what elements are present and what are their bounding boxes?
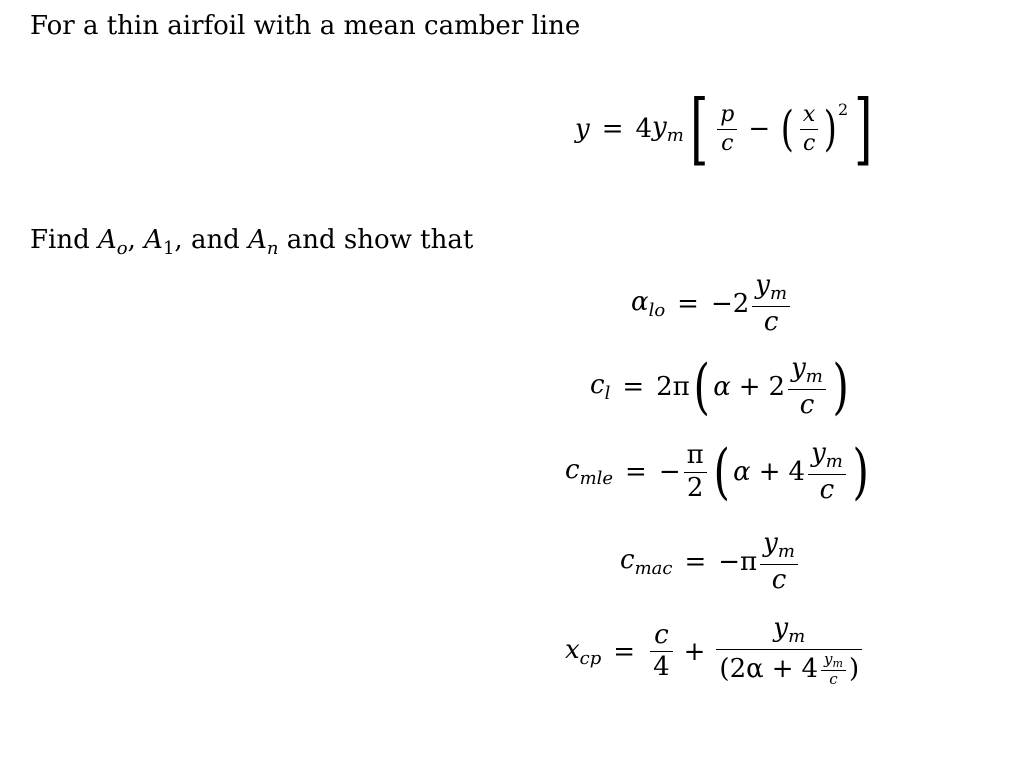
- equation-lift-coefficient: [590, 352, 852, 423]
- equation-aerodynamic-center-moment: [620, 530, 801, 594]
- fraction-pi-over-2: $\frac{\pi}{2}$: [684, 442, 707, 502]
- symbol-alpha: α: [733, 457, 751, 488]
- symbol-A-1: $A_1$: [144, 225, 175, 259]
- coefficient-neg-2: −2: [710, 289, 750, 320]
- coefficient-neg-pi: −π: [718, 547, 758, 578]
- fraction-c-over-4: $\frac{c}{4}$: [650, 622, 673, 682]
- symbol-A-n: $A_n$: [248, 225, 279, 259]
- equals-sign: =: [625, 457, 647, 488]
- equation-leading-edge-moment: [565, 437, 872, 508]
- equation-center-of-pressure: [565, 615, 865, 688]
- exponent-2: 2: [838, 99, 849, 119]
- symbol-A-o: $A_o$: [98, 225, 128, 259]
- fraction-p-over-c: $\frac{p}{c}$: [717, 103, 737, 154]
- fraction-ym-over-c: $\frac{y_m}{c}$: [808, 440, 846, 504]
- equals-sign: =: [601, 114, 624, 144]
- left-paren: (: [693, 352, 710, 423]
- coefficient-2pi: 2π: [656, 372, 690, 403]
- left-bracket: [: [689, 84, 709, 174]
- equation-zero-lift-angle: [631, 272, 793, 336]
- right-paren: ): [824, 101, 838, 157]
- plus-sign: +: [758, 457, 781, 488]
- right-paren: ): [832, 352, 849, 423]
- coefficient-2: 2: [768, 372, 786, 403]
- symbol-c-l: $c_l$: [590, 370, 611, 405]
- symbol-y: y: [575, 114, 590, 144]
- symbol-alpha-lo: $\alpha_{lo}$: [631, 287, 666, 322]
- minus-sign: −: [658, 457, 681, 488]
- find-instruction: Find $A_o$, $A_1$, and $A_n$ and show that: [30, 225, 474, 259]
- symbol-x-cp: $x_{cp}$: [565, 634, 602, 669]
- equals-sign: =: [622, 372, 645, 403]
- coefficient-4: 4: [788, 457, 806, 488]
- fraction-ym-over-c: $\frac{y_m}{c}$: [788, 355, 826, 419]
- equals-sign: =: [677, 289, 699, 320]
- fraction-ym-over-c: $\frac{y_m}{c}$: [760, 530, 798, 594]
- equals-sign: =: [613, 636, 636, 667]
- find-tail: and show that: [286, 225, 474, 255]
- plus-sign: +: [683, 636, 706, 667]
- right-paren: ): [852, 437, 869, 508]
- fraction-ym-over-c: $\frac{y_m}{c}$: [752, 272, 790, 336]
- equals-sign: =: [684, 547, 707, 578]
- equation-camber-line: [575, 84, 879, 174]
- symbol-ym: $y_m$: [652, 112, 684, 146]
- left-paren: (: [780, 101, 795, 157]
- symbol-alpha: α: [713, 372, 731, 403]
- minus-sign: −: [748, 114, 771, 144]
- symbol-c-mle: $c_{mle}$: [565, 455, 614, 490]
- intro-text: For a thin airfoil with a mean camber line: [30, 11, 581, 41]
- find-word: Find: [30, 225, 90, 255]
- fraction-ym-over-denominator: $y_m$ ( 2α + 4 $\frac{y_m}{c}$ ): [716, 615, 862, 688]
- symbol-c-mac: $c_{mac}$: [620, 545, 673, 580]
- coefficient-4: 4: [635, 114, 653, 144]
- left-paren: (: [713, 437, 730, 508]
- plus-sign: +: [738, 372, 761, 403]
- fraction-x-over-c: $\frac{x}{c}$: [800, 103, 818, 154]
- right-bracket: ]: [854, 84, 873, 174]
